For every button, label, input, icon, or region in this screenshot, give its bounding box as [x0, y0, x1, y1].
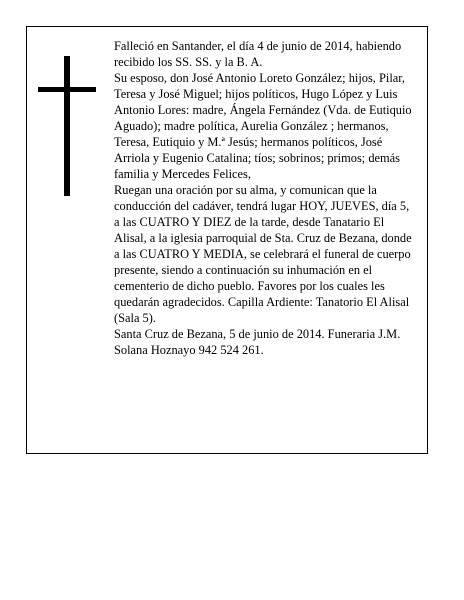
death-announcement: Falleció en Santander, el día 4 de junio de 2014, habiendo recibido los SS. SS. y la B. A. — [114, 39, 402, 69]
cross-horizontal-bar — [38, 87, 96, 92]
cross-vertical-bar — [64, 56, 70, 196]
place-date-funeral-home: Santa Cruz de Bezana, 5 de junio de 2014. Funeraria J.M. Solana Hoznayo 942 524 261. — [114, 327, 401, 357]
funeral-details: Ruegan una oración por su alma, y comunican que la conducción del cadáver, tendrá lugar HOY, JUEVES, día 5, a las CUATRO Y DIEZ de la tarde, desde Tanatario El Alisal, a la iglesia parroquial de Sta. Cruz de Bezana, donde a las CUATRO Y MEDIA, se celebrará el funeral de cuerpo presente, siendo a continuación su inhumación en el cementerio de dicho pueblo. Favores por los cuales les quedarán agradecidos. Capilla Ardiente: Tanatorio El Alisal (Sala 5). — [114, 183, 412, 325]
obituary-text — [114, 38, 414, 358]
cross-icon — [38, 56, 96, 196]
family-list: Su esposo, don José Antonio Loreto González; hijos, Pilar, Teresa y José Miguel; hijos políticos, Hugo López y Luis Antonio Lores: madre, Ángela Fernández (Vda. de Eutiquio Aguado); madre política, Aurelia González ; hermanos, Teresa, Eutiquio y M.ª Jesús; hermanos políticos, José Arriola y Eugenio Catalina; tíos; sobrinos; primos; demás familia y Mercedes Felices, — [114, 71, 412, 181]
